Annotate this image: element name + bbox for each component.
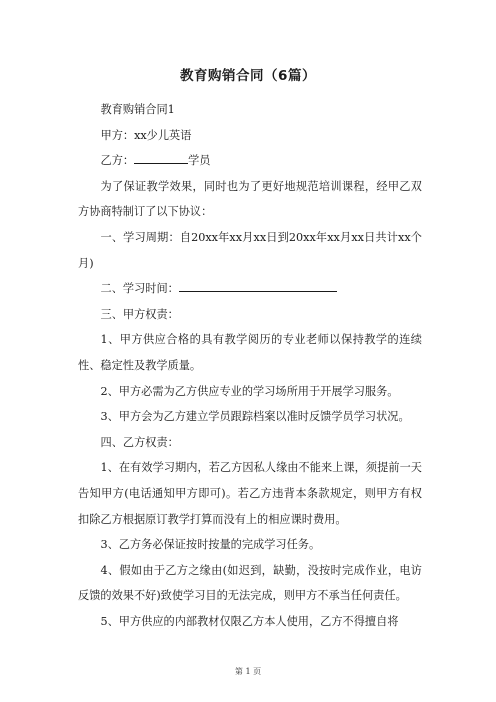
clause-4-item-3: 3、乙方务必保证按时按量的完成学习任务。 xyxy=(100,538,321,552)
clause-4-item-4: 4、假如由于乙方之缘由(如迟到，缺勤，没按时完成作业，电访反馈的效果不好)致使学习目的无法完成，则甲方不承当任何责任。 xyxy=(78,563,422,603)
clause-3-item-3: 3、甲方会为乙方建立学员跟踪档案以准时反馈学员学习状况。 xyxy=(100,410,410,424)
clause-1: 一、学习周期：自20xx年xx月xx日到20xx年xx月xx日共计xx个月) xyxy=(78,230,422,270)
party-b-suffix: 学员 xyxy=(188,154,211,168)
clause-3-item-1: 1、甲方供应合格的具有教学阅历的专业老师以保持教学的连续性、稳定性及教学质量。 xyxy=(78,333,422,372)
clause-4: 四、乙方权责： xyxy=(100,435,179,449)
clause-3-item-2: 2、甲方必需为乙方供应专业的学习场所用于开展学习服务。 xyxy=(100,384,399,398)
page-number: 第 1 页 xyxy=(234,667,262,676)
document-body xyxy=(78,97,422,634)
party-b-prefix: 乙方： xyxy=(100,154,135,168)
intro-paragraph: 为了保证教学效果，同时也为了更好地规范培训课程，经甲乙双方协商特制订了以下协议： xyxy=(78,179,422,219)
party-b-blank xyxy=(134,151,188,164)
clause-3: 三、甲方权责： xyxy=(100,307,179,321)
party-a-line: 甲方：xx少儿英语 xyxy=(100,128,192,142)
clause-4-item-5: 5、甲方供应的内部教材仅限乙方本人使用，乙方不得擅自将 xyxy=(100,614,399,628)
clause-2-label: 二、学习时间： xyxy=(100,282,179,296)
study-time-blank xyxy=(179,279,337,292)
clause-4-item-1: 1、在有效学习期内，若乙方因私人缘由不能来上课，须提前一天告知甲方(电话通知甲方即可)。若乙方违背本条款规定，则甲方有权扣除乙方根据原订教学打算而没有上的相应课时费用。 xyxy=(78,461,422,526)
clause-2 xyxy=(78,276,422,302)
contract-heading: 教育购销合同1 xyxy=(100,103,175,116)
document-title: 教育购销合同（6篇） xyxy=(180,68,316,84)
party-b-line xyxy=(78,148,422,174)
